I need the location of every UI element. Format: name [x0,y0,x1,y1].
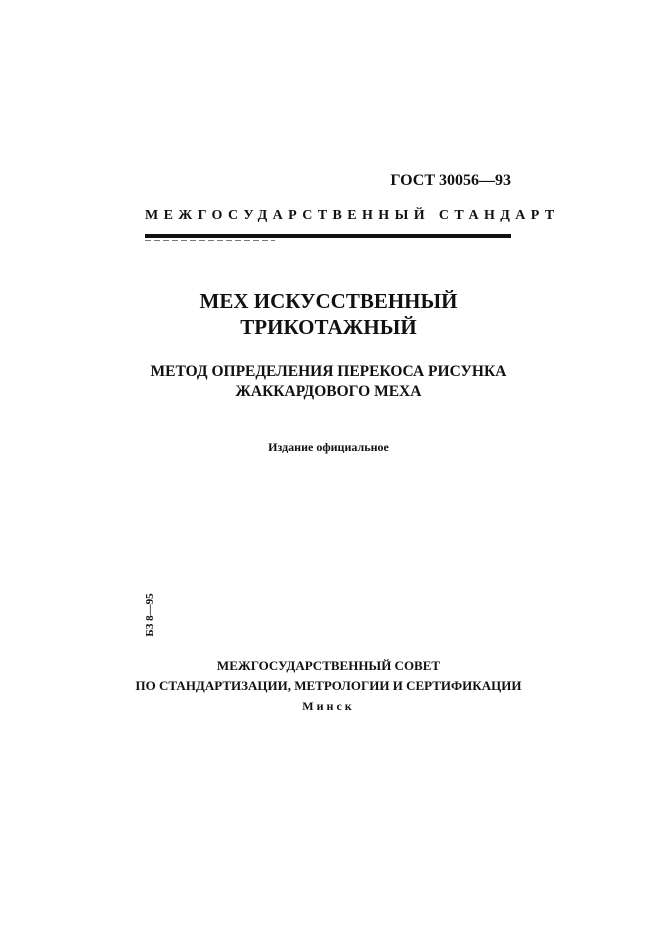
document-title [0,288,659,340]
side-code-text: БЗ 8—95 [144,593,156,637]
standard-type-heading: МЕЖГОСУДАРСТВЕННЫЙ СТАНДАРТ [145,208,560,223]
side-code [142,588,158,642]
header-rule [145,234,511,238]
edition-label: Издание официальное [268,440,389,454]
document-title-line-1: МЕХ ИСКУССТВЕННЫЙ [199,289,458,313]
publisher-block [0,656,659,716]
document-title-line-2: ТРИКОТАЖНЫЙ [240,315,417,339]
gost-number: ГОСТ 30056—93 [390,172,511,189]
publisher-line-2: ПО СТАНДАРТИЗАЦИИ, МЕТРОЛОГИИ И СЕРТИФИКАЦИИ [135,678,522,693]
publisher-city: Минск [302,699,355,713]
publisher-line-1: МЕЖГОСУДАРСТВЕННЫЙ СОВЕТ [216,658,441,673]
header-rule-secondary [145,240,275,241]
document-subtitle-line-2: ЖАККАРДОВОГО МЕХА [235,383,422,400]
document-subtitle [0,362,659,402]
document-subtitle-line-1: МЕТОД ОПРЕДЕЛЕНИЯ ПЕРЕКОСА РИСУНКА [150,363,507,380]
